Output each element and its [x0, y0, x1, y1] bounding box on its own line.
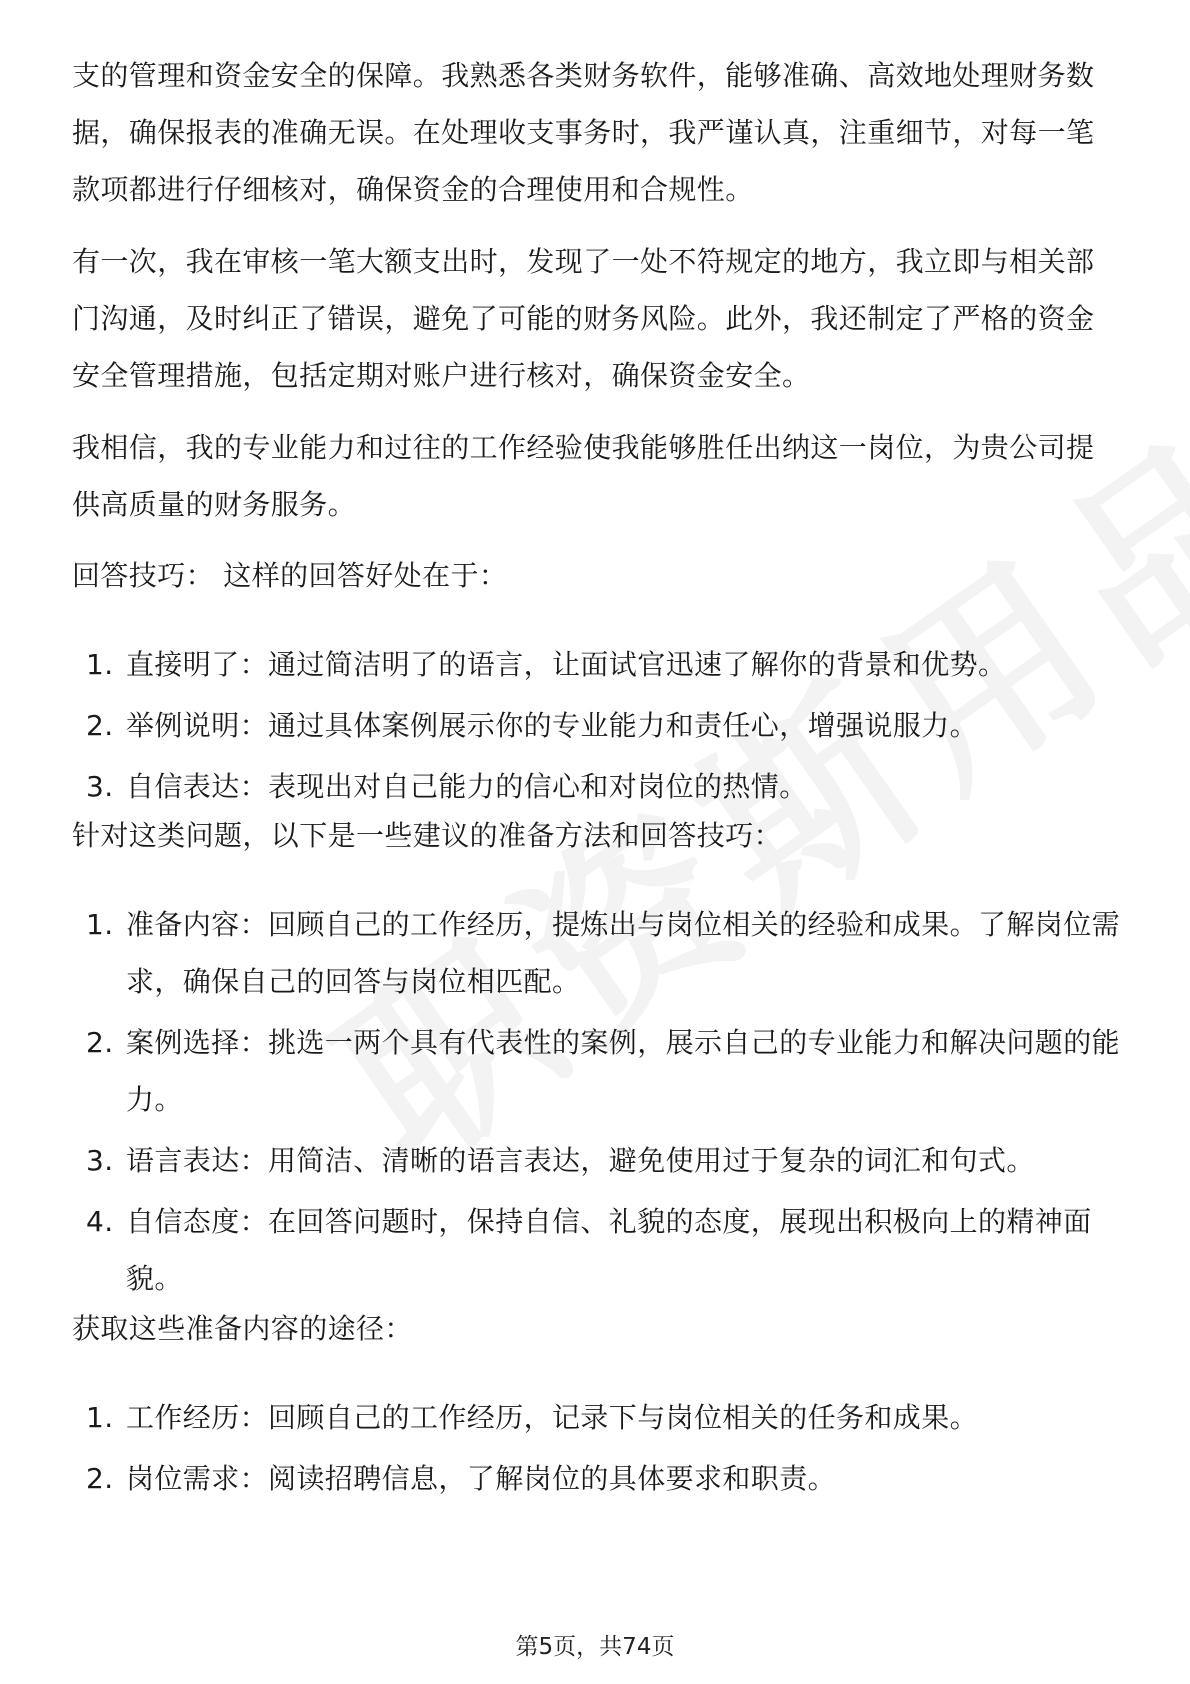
prep-heading: 针对这类问题，以下是一些建议的准备方法和回答技巧： [72, 819, 783, 852]
list-item [72, 1132, 1122, 1189]
tips-list [72, 636, 1122, 819]
list-item [72, 1389, 1122, 1446]
list-number: 4. [86, 1205, 114, 1238]
list-text: 工作经历：回顾自己的工作经历，记录下与岗位相关的任务和成果。 [126, 1401, 979, 1434]
list-item [72, 636, 1122, 693]
list-text: 直接明了：通过简洁明了的语言，让面试官迅速了解你的背景和优势。 [126, 648, 1007, 681]
list-number: 2. [86, 1026, 114, 1059]
list-item [72, 1193, 1122, 1307]
list-item [72, 697, 1122, 754]
list-number: 3. [86, 1144, 114, 1177]
tips-heading: 回答技巧： 这样的回答好处在于： [72, 559, 508, 592]
list-item [72, 1450, 1122, 1507]
paragraph-3: 我相信，我的专业能力和过往的工作经验使我能够胜任出纳这一岗位，为贵公司提供高质量的财务服务。 [72, 431, 1095, 521]
list-number: 1. [86, 648, 114, 681]
list-number: 2. [86, 709, 114, 742]
list-text: 自信态度：在回答问题时，保持自信、礼貌的态度，展现出积极向上的精神面貌。 [126, 1205, 1092, 1295]
list-number: 3. [86, 770, 114, 803]
source-heading: 获取这些准备内容的途径： [72, 1312, 413, 1345]
list-number: 1. [86, 1401, 114, 1434]
page-number-footer: 第5页，共74页 [515, 1634, 675, 1660]
paragraph-1: 支的管理和资金安全的保障。我熟悉各类财务软件，能够准确、高效地处理财务数据，确保报表的准确无误。在处理收支事务时，我严谨认真，注重细节，对每一笔款项都进行仔细核对，确保资金的合理使用和合规性。 [72, 59, 1095, 206]
prep-list [72, 896, 1122, 1311]
list-text: 案例选择：挑选一两个具有代表性的案例，展示自己的专业能力和解决问题的能力。 [126, 1026, 1121, 1116]
paragraph-2: 有一次，我在审核一笔大额支出时，发现了一处不符规定的地方，我立即与相关部门沟通，及时纠正了错误，避免了可能的财务风险。此外，我还制定了严格的资金安全管理措施，包括定期对账户进行核对，确保资金安全。 [72, 245, 1095, 392]
list-item [72, 1014, 1122, 1128]
list-text: 岗位需求：阅读招聘信息，了解岗位的具体要求和职责。 [126, 1462, 837, 1495]
list-text: 自信表达：表现出对自己能力的信心和对岗位的热情。 [126, 770, 808, 803]
list-text: 准备内容：回顾自己的工作经历，提炼出与岗位相关的经验和成果。了解岗位需求，确保自己的回答与岗位相匹配。 [126, 908, 1121, 998]
list-number: 1. [86, 908, 114, 941]
source-list [72, 1389, 1122, 1511]
list-text: 举例说明：通过具体案例展示你的专业能力和责任心，增强说服力。 [126, 709, 979, 742]
list-item [72, 896, 1122, 1010]
list-number: 2. [86, 1462, 114, 1495]
list-text: 语言表达：用简洁、清晰的语言表达，避免使用过于复杂的词汇和句式。 [126, 1144, 1035, 1177]
